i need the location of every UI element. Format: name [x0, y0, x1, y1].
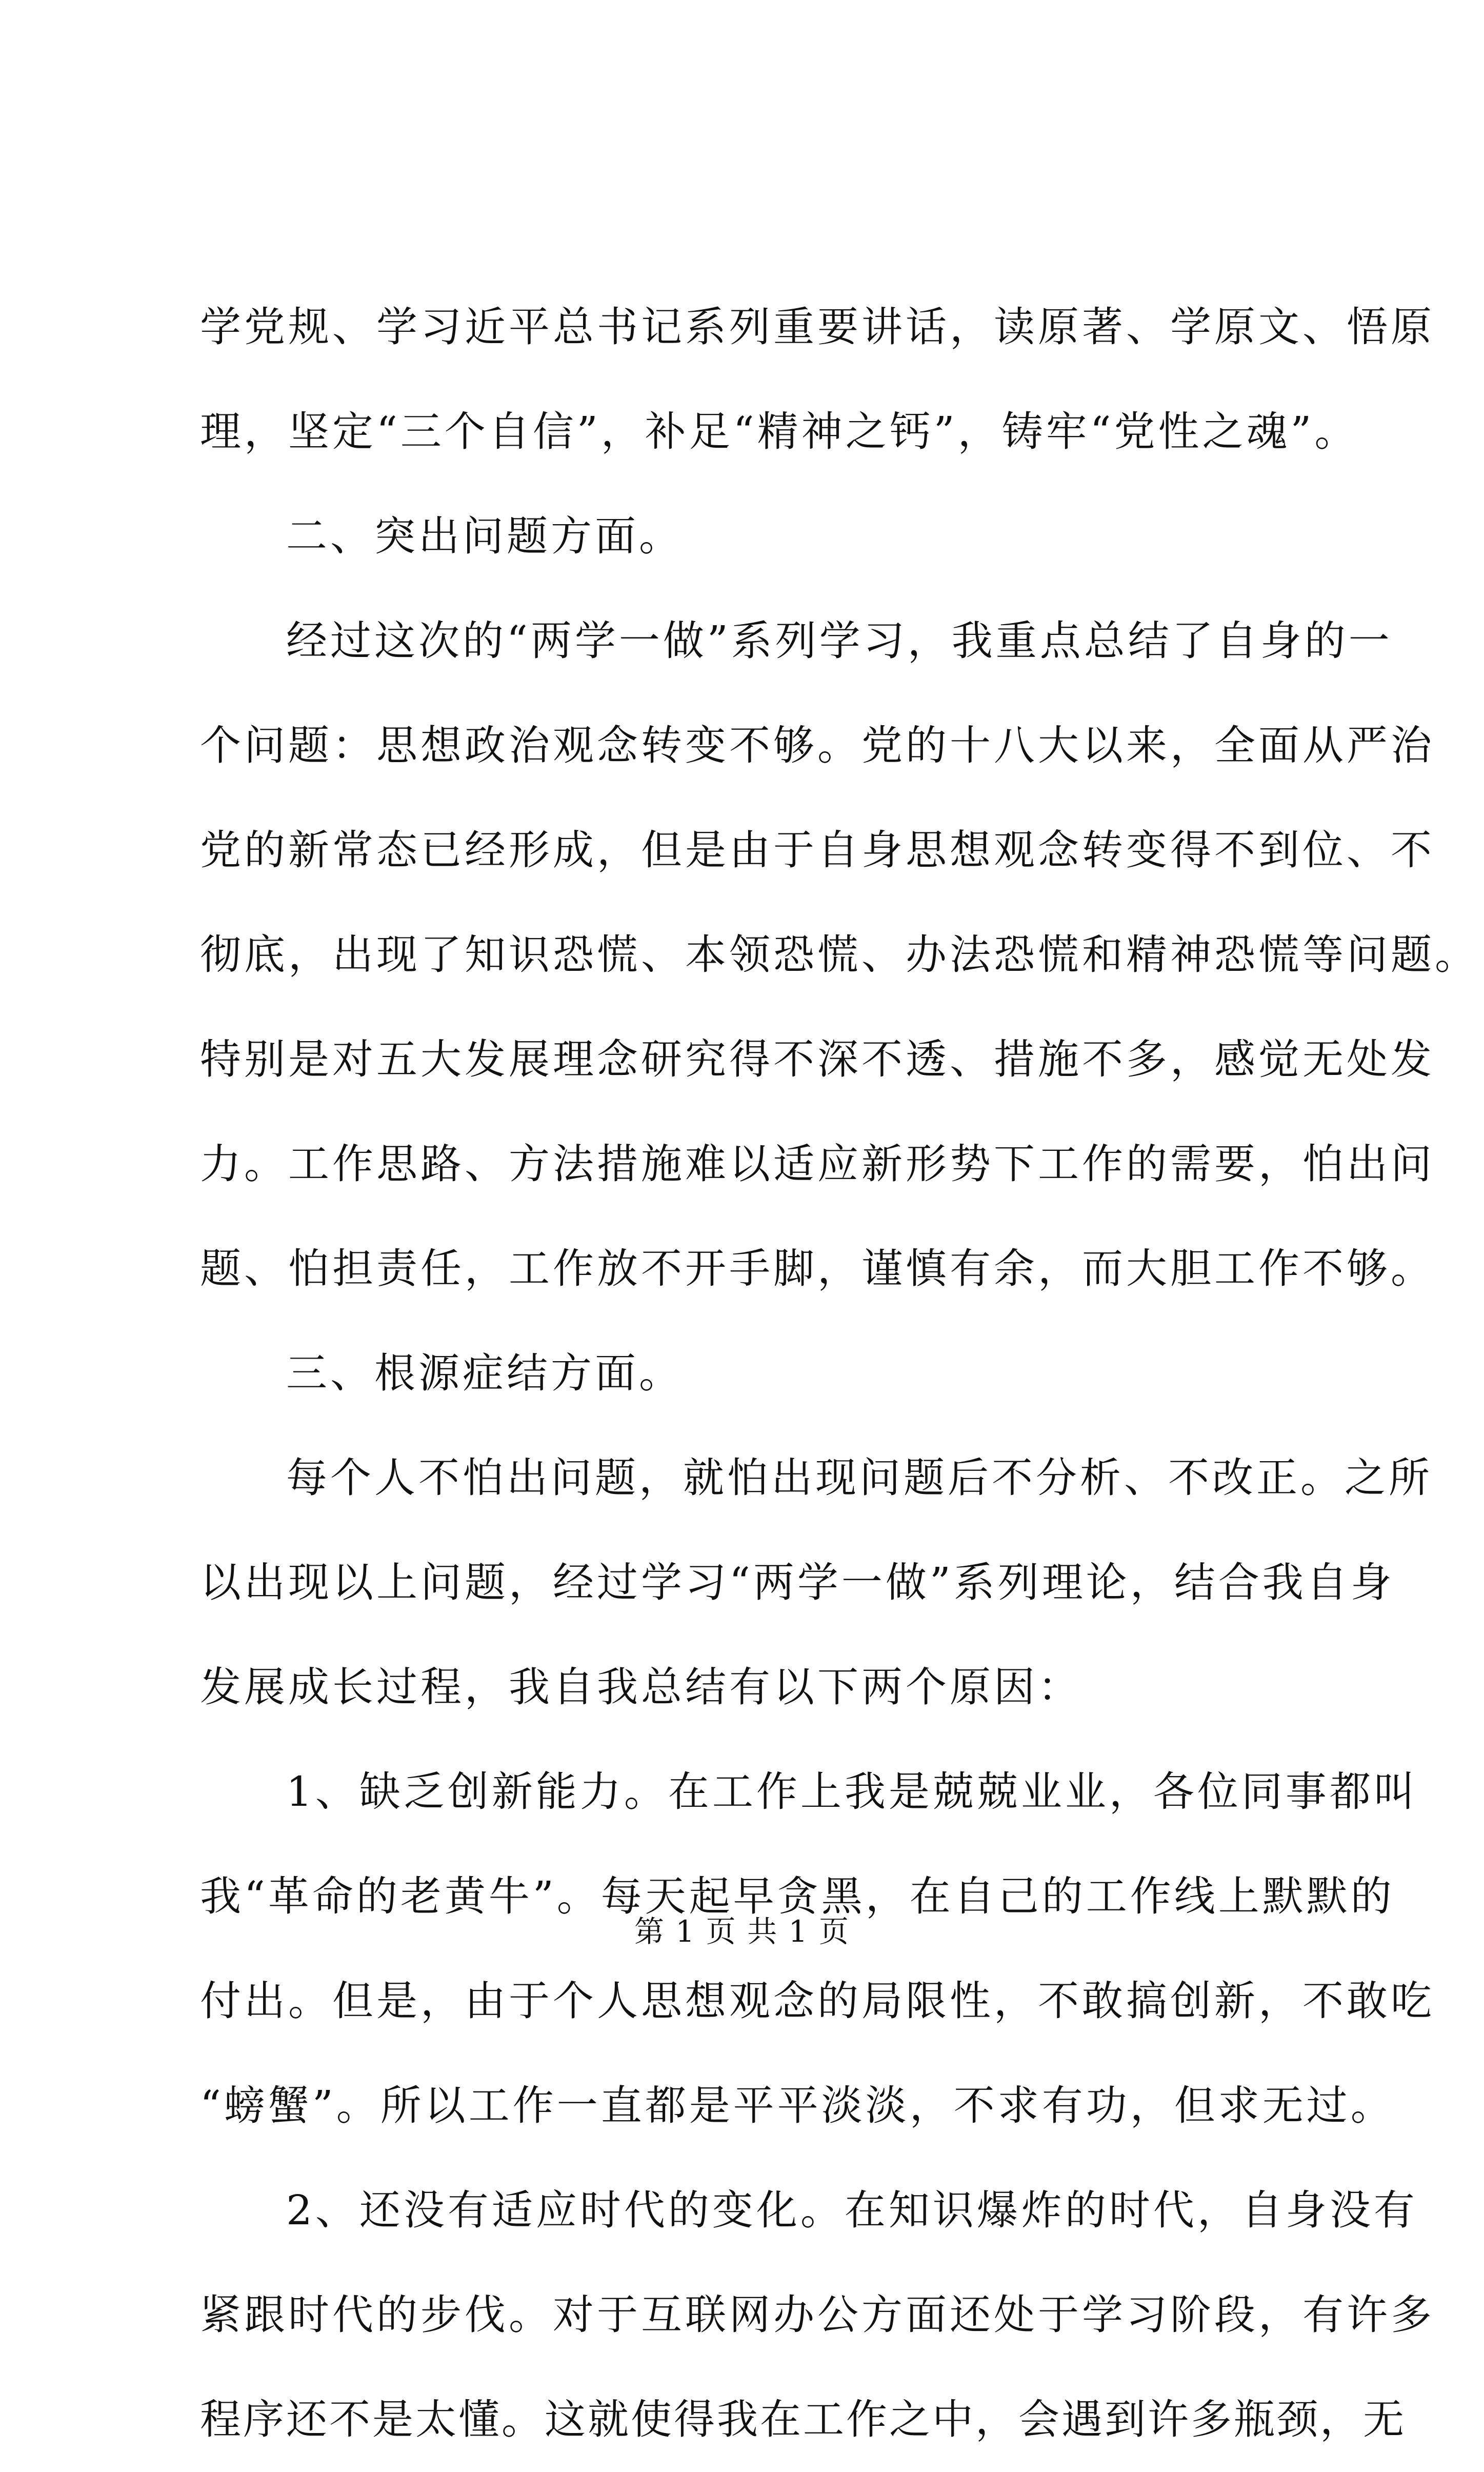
text-line-1: 学党规、学习近平总书记系列重要讲话，读原著、学原文、悟原 — [200, 303, 1435, 351]
section-heading-3: 三、根源症结方面。 — [286, 1349, 683, 1397]
text-line-8: 特别是对五大发展理念研究得不深不透、措施不多，感觉无处发 — [200, 1035, 1435, 1083]
text-line-4: 经过这次的“两学一做”系列学习，我重点总结了自身的一 — [286, 617, 1393, 665]
text-line-14: 发展成长过程，我自我总结有以下两个原因： — [200, 1663, 1082, 1711]
text-line-12: 每个人不怕出问题，就怕出现问题后不分析、不改正。之所 — [286, 1454, 1433, 1502]
text-line-18: “螃蟹”。所以工作一直都是平平淡淡，不求有功，但求无过。 — [200, 2082, 1395, 2129]
text-line-17: 付出。但是，由于个人思想观念的局限性，不敢搞创新，不敢吃 — [200, 1977, 1435, 2025]
section-heading-2: 二、突出问题方面。 — [286, 512, 683, 560]
text-line-5: 个问题：思想政治观念转变不够。党的十八大以来，全面从严治 — [200, 722, 1435, 769]
document-body — [200, 275, 1479, 2472]
text-line-6: 党的新常态已经形成，但是由于自身思想观念转变得不到位、不 — [200, 826, 1435, 874]
text-line-20: 紧跟时代的步伐。对于互联网办公方面还处于学习阶段，有许多 — [200, 2291, 1435, 2339]
text-line-10: 题、怕担责任，工作放不开手脚，谨慎有余，而大胆工作不够。 — [200, 1245, 1435, 1292]
text-line-2: 理，坚定“三个自信”，补足“精神之钙”，铸牢“党性之魂”。 — [200, 408, 1359, 455]
text-line-7: 彻底，出现了知识恐慌、本领恐慌、办法恐慌和精神恐慌等问题。 — [200, 931, 1479, 979]
text-line-15: 1、缺乏创新能力。在工作上我是兢兢业业，各位同事都叫 — [286, 1768, 1418, 1816]
page-number-footer: 第 1 页 共 1 页 — [634, 1914, 850, 1949]
text-line-9: 力。工作思路、方法措施难以适应新形势下工作的需要，怕出问 — [200, 1140, 1435, 1188]
text-line-19: 2、还没有适应时代的变化。在知识爆炸的时代，自身没有 — [286, 2186, 1418, 2234]
text-line-16: 我“革命的老黄牛”。每天起早贪黑，在自己的工作线上默默的 — [200, 1872, 1395, 1920]
text-line-13: 以出现以上问题，经过学习“两学一做”系列理论，结合我自身 — [200, 1559, 1395, 1606]
text-line-21: 程序还不是太懂。这就使得我在工作之中，会遇到许多瓶颈，无 — [200, 2396, 1406, 2443]
